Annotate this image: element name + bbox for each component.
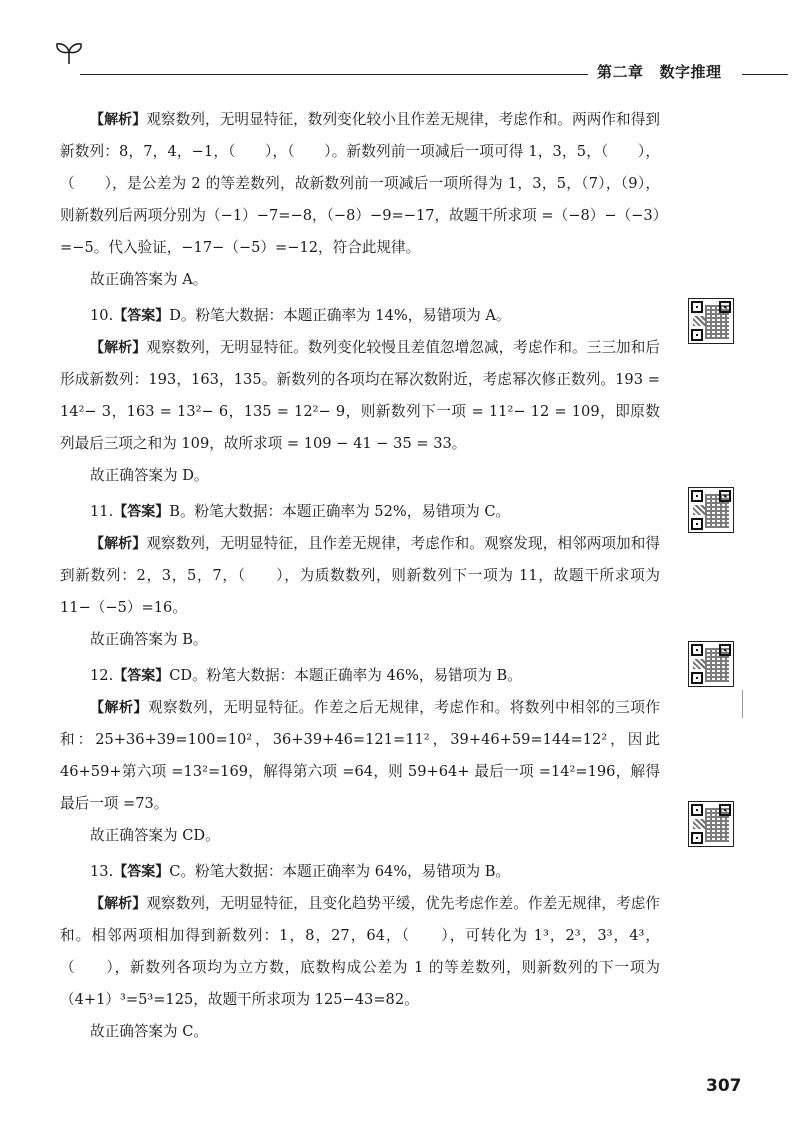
q11-explanation: 【解析】观察数列，无明显特征，且作差无规律，考虑作和。观察发现，相邻两项加和得到新数列：2，3，5，7，（ ），为质数数列，则新数列下一项为 11，故题干所求项为 11−（−5）=16。 <box>60 535 660 616</box>
q11-answer: 11.【答案】B。粉笔大数据：本题正确率为 52%，易错项为 C。 <box>90 503 511 520</box>
qr-code-q10-icon[interactable] <box>688 298 734 344</box>
q10-final-answer: 故正确答案为 D。 <box>90 467 209 484</box>
header-rule-right <box>742 74 788 75</box>
q12-final-answer: 故正确答案为 CD。 <box>90 827 220 844</box>
q9-final-answer: 故正确答案为 A。 <box>90 271 208 288</box>
q10-explanation: 【解析】观察数列，无明显特征。数列变化较慢且差值忽增忽减，考虑作和。三三加和后形成新数列：193，163，135。新数列的各项均在幂次数附近，考虑幂次修正数列。193 = 14²− 3，163 = 13²− 6，135 = 12²− 9，则新数列下一项 = 11²− 12 = 109，即原数列最后三项之和为 109，故所求项 = 109 − 41 − 35 = 33。 <box>60 339 660 452</box>
q12-explanation: 【解析】观察数列，无明显特征。作差之后无规律，考虑作和。将数列中相邻的三项作和：25+36+39=100=10²，36+39+46=121=11²，39+46+59=144=12²，因此 46+59+第六项 =13²=169，解得第六项 =64，则 59+64+ 最后一项 =14²=196，解得最后一项 =73。 <box>60 699 661 812</box>
q11-final-answer: 故正确答案为 B。 <box>90 631 208 648</box>
q12-answer: 12.【答案】CD。粉笔大数据：本题正确率为 46%，易错项为 B。 <box>90 667 522 684</box>
page-number: 307 <box>706 1076 742 1096</box>
chapter-heading <box>597 61 722 82</box>
qr-code-q13-icon[interactable] <box>688 801 734 847</box>
chapter-title: 数字推理 <box>659 63 722 81</box>
page-header <box>0 0 800 90</box>
q13-answer: 13.【答案】C。粉笔大数据：本题正确率为 64%，易错项为 B。 <box>90 863 511 880</box>
qr-code-q12-icon[interactable] <box>688 641 734 687</box>
chapter-number: 第二章 <box>597 63 644 81</box>
header-rule-left <box>80 74 588 75</box>
page-content <box>60 104 660 1048</box>
q10-answer: 10.【答案】D。粉笔大数据：本题正确率为 14%，易错项为 A。 <box>90 307 511 324</box>
margin-mark <box>742 690 743 718</box>
q9-explanation: 【解析】观察数列，无明显特征，数列变化较小且作差无规律，考虑作和。两两作和得到新数列：8，7，4，−1，（ ），（ ）。新数列前一项减后一项可得 1，3，5，（ ），（ ），是公差为 2 的等差数列，故新数列前一项减后一项所得为 1，3，5，（7），（9），则新数列后两项分别为（−1）−7=−8，（−8）−9=−17，故题干所求项 =（−8）−（−3）=−5。代入验证，−17−（−5）=−12，符合此规律。 <box>60 111 660 256</box>
q13-final-answer: 故正确答案为 C。 <box>90 1023 208 1040</box>
sprout-logo-icon <box>52 40 86 66</box>
qr-code-q11-icon[interactable] <box>688 487 734 533</box>
q13-explanation: 【解析】观察数列，无明显特征，且变化趋势平缓，优先考虑作差。作差无规律，考虑作和。相邻两项相加得到新数列：1，8，27，64，（ ），可转化为 1³，2³，3³，4³，（ ），新数列各项均为立方数，底数构成公差为 1 的等差数列，则新数列的下一项为（4+1）³=5³=125，故题干所求项为 125−43=82。 <box>60 895 660 1008</box>
